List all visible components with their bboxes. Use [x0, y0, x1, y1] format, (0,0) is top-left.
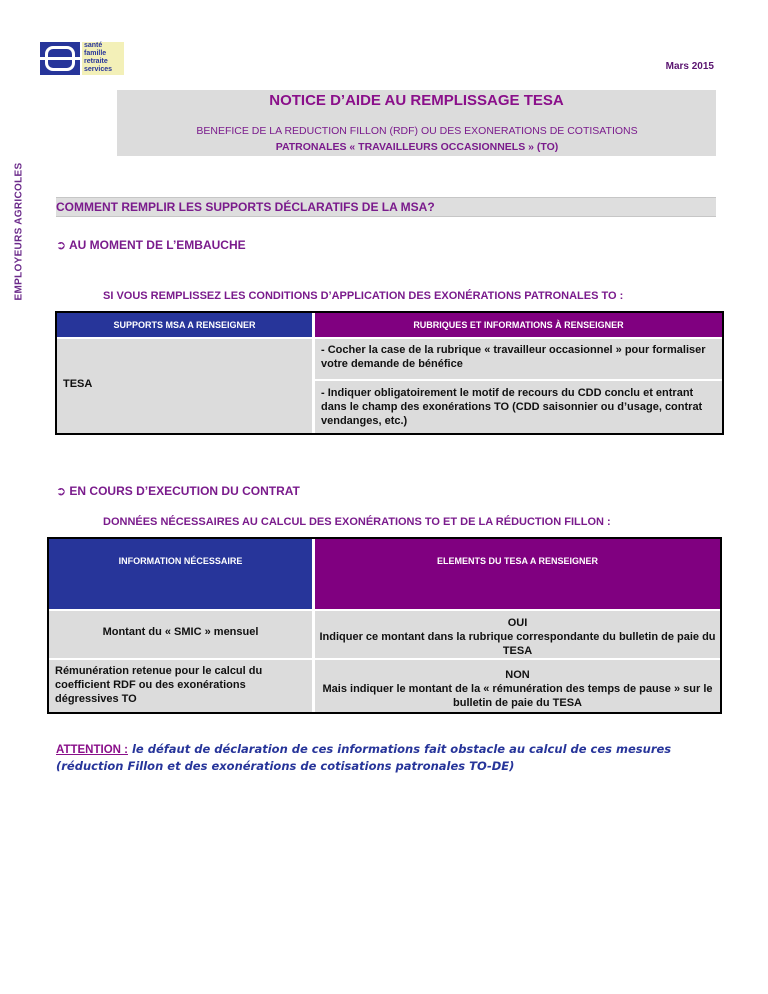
msa-logo — [40, 42, 124, 75]
logo-word: famille — [84, 50, 107, 57]
table-row — [49, 611, 312, 658]
detail-text: Mais indiquer le montant de la « rémunération des temps de pause » sur le bulletin de paie du TESA — [322, 683, 713, 709]
part1-heading-text: AU MOMENT DE L’EMBAUCHE — [68, 238, 246, 252]
logo-words — [82, 42, 124, 75]
logo-word: retraite — [84, 58, 108, 65]
subtitle-line-1: BENEFICE DE LA REDUCTION FILLON (RDF) OU DES EXONERATIONS DE COTISATIONS — [196, 125, 638, 137]
logo-word: santé — [84, 42, 103, 49]
table-embauche-header-col1: SUPPORTS MSA A RENSEIGNER — [57, 313, 312, 337]
table-embauche-header-col2: RUBRIQUES ET INFORMATIONS À RENSEIGNER — [315, 313, 722, 337]
part1-subheading: SI VOUS REMPLISSEZ LES CONDITIONS D’APPLICATION DES EXONÉRATIONS PATRONALES TO : — [103, 290, 624, 302]
row2-text: - Indiquer obligatoirement le motif de recours du CDD conclu et entrant dans le champ des exonérations TO (CDD saisonnier ou d’usage, contrat vendanges, etc.) — [321, 387, 703, 427]
table-embauche — [55, 311, 724, 435]
attention-text: le défaut de déclaration de ces informations fait obstacle au calcul de ces mesures (réduction Fillon et des exonérations de cotisations patronales TO-DE) — [56, 742, 672, 773]
document-date: Mars 2015 — [665, 61, 714, 72]
part2-subheading: DONNÉES NÉCESSAIRES AU CALCUL DES EXONÉRATIONS TO ET DE LA RÉDUCTION FILLON : — [103, 516, 611, 528]
msa-logo-icon — [40, 42, 80, 75]
table-row — [49, 660, 312, 712]
table-row — [315, 660, 720, 712]
table-embauche-support-cell — [57, 339, 312, 433]
detail-text: Indiquer ce montant dans la rubrique correspondante du bulletin de paie du TESA — [319, 631, 716, 657]
table-embauche-row2 — [315, 381, 722, 433]
part2-heading — [56, 484, 300, 498]
table-row — [315, 611, 720, 658]
support-label: TESA — [63, 378, 93, 390]
table-embauche-row1 — [315, 339, 722, 379]
answer-text: NON — [505, 669, 530, 681]
page-title: NOTICE D’AIDE AU REMPLISSAGE TESA — [269, 92, 564, 109]
table-execution-header-col1: INFORMATION NÉCESSAIRE — [49, 539, 312, 609]
part2-heading-text: EN COURS D’EXECUTION DU CONTRAT — [69, 484, 300, 498]
table-execution-header-col2: ELEMENTS DU TESA A RENSEIGNER — [315, 539, 720, 609]
row1-text: - Cocher la case de la rubrique « travailleur occasionnel » pour formaliser votre demande de bénéfice — [321, 344, 706, 370]
logo-word: services — [84, 66, 113, 73]
arrow-right-icon: ➲ — [56, 238, 67, 252]
vertical-side-label: EMPLOYEURS AGRICOLES — [13, 162, 25, 301]
arrow-right-icon: ➲ — [56, 484, 67, 498]
info-text: Montant du « SMIC » mensuel — [102, 626, 259, 638]
answer-text: OUI — [507, 617, 528, 629]
section-title: COMMENT REMPLIR LES SUPPORTS DÉCLARATIFS DE LA MSA? — [56, 200, 435, 214]
attention-note — [56, 741, 718, 774]
part1-heading — [56, 238, 246, 252]
subtitle-line-2: PATRONALES « TRAVAILLEURS OCCASIONNELS » (TO) — [275, 141, 559, 153]
attention-label: ATTENTION : — [56, 744, 128, 756]
page-subtitle — [130, 123, 704, 155]
info-text: Rémunération retenue pour le calcul du coefficient RDF ou des exonérations dégressives TO — [55, 665, 263, 705]
table-execution — [47, 537, 722, 714]
